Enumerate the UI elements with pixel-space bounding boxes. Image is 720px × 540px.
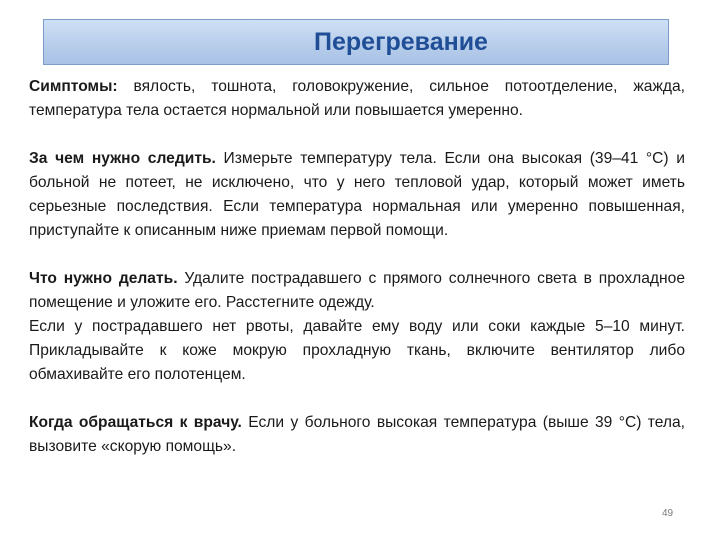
monitor-text: Измерьте температуру тела. Если она высокая (39–41 °С) и больной не потеет, не исключено, что у него тепловой удар, который может иметь серьезные последствия. Если температура нормальная или умеренно повышенная, приступайте к описанным ниже приемам первой помощи. [29, 150, 685, 239]
doctor-label: Когда обращаться к врачу. [29, 414, 242, 431]
title-banner [43, 19, 669, 65]
monitor-label: За чем нужно следить. [29, 150, 216, 167]
actions-text: Удалите пострадавшего с прямого солнечного света в прохладное помещение и уложите его. Расстегните одежду. [29, 270, 685, 311]
slide-title: Перегревание [314, 27, 488, 56]
symptoms-label: Симптомы: [29, 78, 118, 95]
symptoms-text: вялость, тошнота, головокружение, сильное потоотделение, жажда, температура тела остается нормальной или повышается умеренно. [29, 78, 685, 119]
actions-label: Что нужно делать. [29, 270, 178, 287]
doctor-text: Если у больного высокая температура (выше 39 °С) тела, вызовите «скорую помощь». [29, 414, 685, 455]
page-number: 49 [662, 508, 674, 519]
monitor-paragraph [29, 147, 685, 243]
symptoms-paragraph [29, 75, 685, 123]
doctor-paragraph [29, 411, 685, 459]
slide-body [29, 75, 685, 459]
actions-paragraph [29, 267, 685, 315]
actions-paragraph-2: Если у пострадавшего нет рвоты, давайте ему воду или соки каждые 5–10 минут. Прикладывайте к коже мокрую прохладную ткань, включите вентилятор либо обмахивайте его полотенцем. [29, 318, 685, 383]
